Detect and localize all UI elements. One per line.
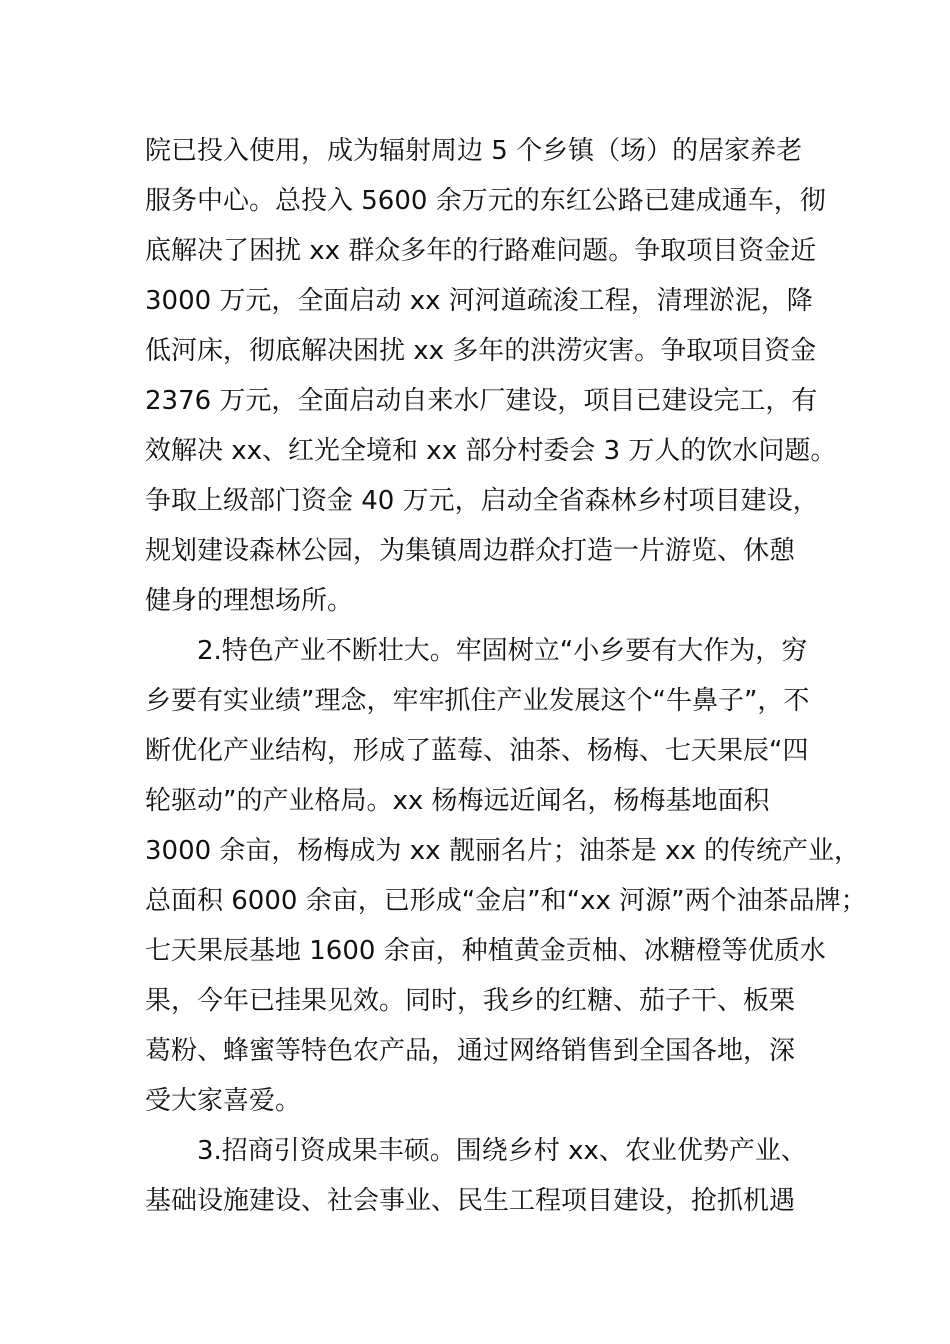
text-line: 服务中心。总投入 5600 余万元的东红公路已建成通车，彻: [145, 186, 826, 216]
text-line: 健身的理想场所。: [145, 586, 354, 616]
text-line: 3.招商引资成果丰硕。围绕乡村 xx、农业优势产业、: [197, 1136, 807, 1166]
text-line: 乡要有实业绩”理念，牢牢抓住产业发展这个“牛鼻子”，不: [145, 686, 810, 716]
text-line: 果，今年已挂果见效。同时，我乡的红糖、茄子干、板栗: [145, 986, 796, 1016]
text-line: 院已投入使用，成为辐射周边 5 个乡镇（场）的居家养老: [145, 136, 803, 166]
text-line: 底解决了困扰 xx 群众多年的行路难问题。争取项目资金近: [145, 236, 817, 266]
text-line: 规划建设森林公园，为集镇周边群众打造一片游览、休憩: [145, 536, 796, 566]
text-line: 断优化产业结构，形成了蓝莓、油茶、杨梅、七天果辰“四: [145, 736, 809, 766]
text-line: 葛粉、蜂蜜等特色农产品，通过网络销售到全国各地，深: [145, 1036, 796, 1066]
text-line: 3000 万元，全面启动 xx 河河道疏浚工程，清理淤泥，降: [145, 286, 813, 316]
text-line: 2.特色产业不断壮大。牢固树立“小乡要有大作为，穷: [197, 636, 808, 666]
text-line: 2376 万元，全面启动自来水厂建设，项目已建设完工，有: [145, 386, 818, 416]
text-line: 3000 余亩，杨梅成为 xx 靓丽名片；油茶是 xx 的传统产业，: [145, 836, 861, 866]
text-line: 效解决 xx、红光全境和 xx 部分村委会 3 万人的饮水问题。: [145, 436, 837, 466]
text-line: 争取上级部门资金 40 万元，启动全省森林乡村项目建设，: [145, 486, 819, 516]
text-line: 低河床，彻底解决困扰 xx 多年的洪涝灾害。争取项目资金: [145, 336, 817, 366]
text-line: 七天果辰基地 1600 余亩，种植黄金贡柚、冰糖橙等优质水: [145, 936, 826, 966]
body-text: [145, 126, 867, 1226]
text-line: 轮驱动”的产业格局。xx 杨梅远近闻名，杨梅基地面积: [145, 786, 770, 816]
text-line: 受大家喜爱。: [145, 1086, 302, 1116]
text-line: 基础设施建设、社会事业、民生工程项目建设，抢抓机遇: [145, 1186, 796, 1216]
text-line: 总面积 6000 余亩，已形成“金启”和“xx 河源”两个油茶品牌；: [145, 886, 867, 916]
